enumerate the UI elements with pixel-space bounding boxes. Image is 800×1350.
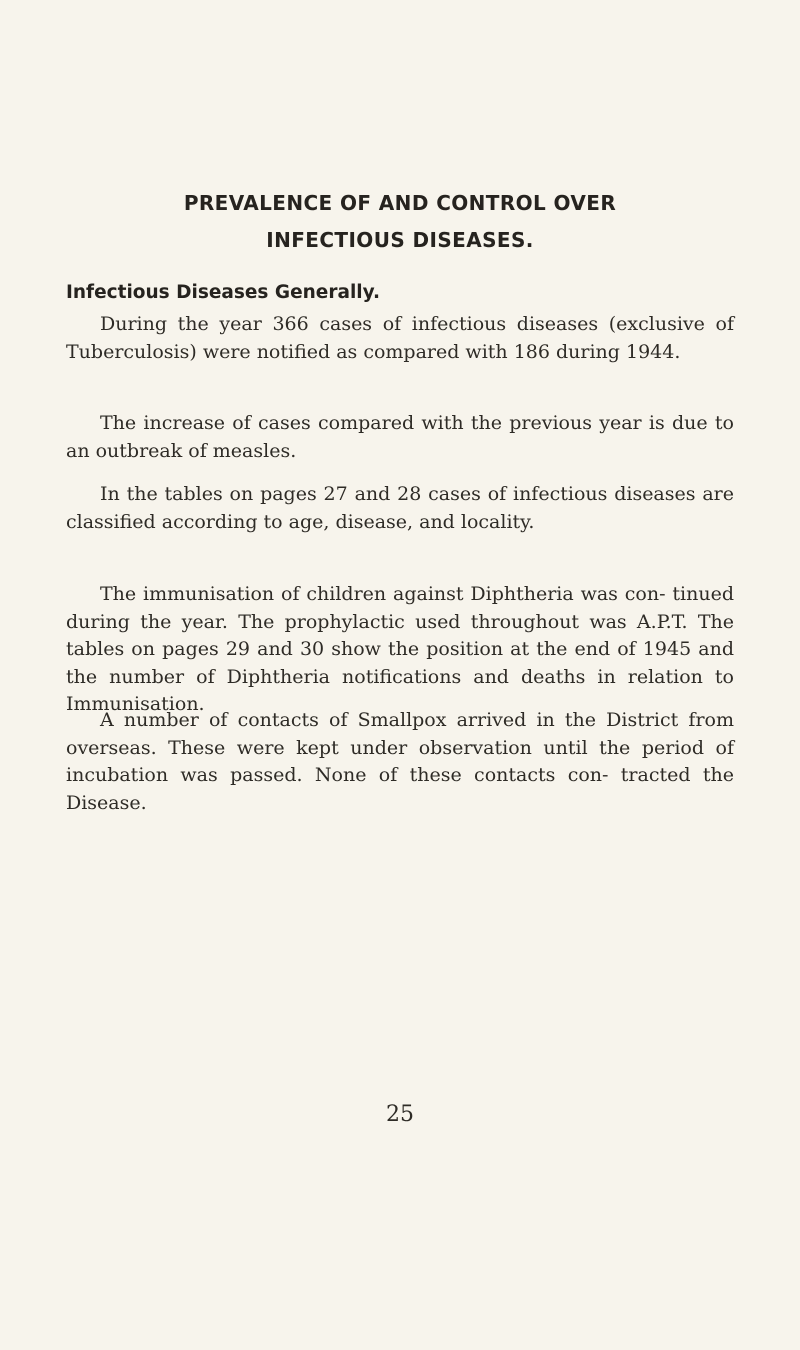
page-title-line-2: INFECTIOUS DISEASES. — [266, 228, 534, 252]
paragraph-diphtheria-immunisation: The immunisation of children against Diphtheria was con- tinued during the year. The prophylactic used throughout was A.P.T. The tables on pages 29 and 30 show the position at the end of 1945 and the number of Diphtheria notifications and deaths in relation to Immunisation. — [66, 583, 734, 716]
paragraph-measles-increase: The increase of cases compared with the previous year is due to an outbreak of measles. — [66, 412, 734, 462]
paragraph-tables-reference: In the tables on pages 27 and 28 cases of infectious diseases are classified according to age, disease, and locality. — [66, 483, 734, 533]
paragraph-smallpox-contacts: A number of contacts of Smallpox arrived in the District from overseas. These were kept under observation until the period of incubation was passed. None of these contacts con- tracted the Disease. — [66, 709, 734, 814]
section-heading: Infectious Diseases Generally. — [66, 282, 381, 303]
paragraph-cases-notified: During the year 366 cases of infectious diseases (exclusive of Tuberculosis) were notified as compared with 186 during 1944. — [66, 313, 734, 363]
page-title-line-1: PREVALENCE OF AND CONTROL OVER — [183, 191, 617, 215]
page-number: 25 — [386, 1102, 414, 1127]
